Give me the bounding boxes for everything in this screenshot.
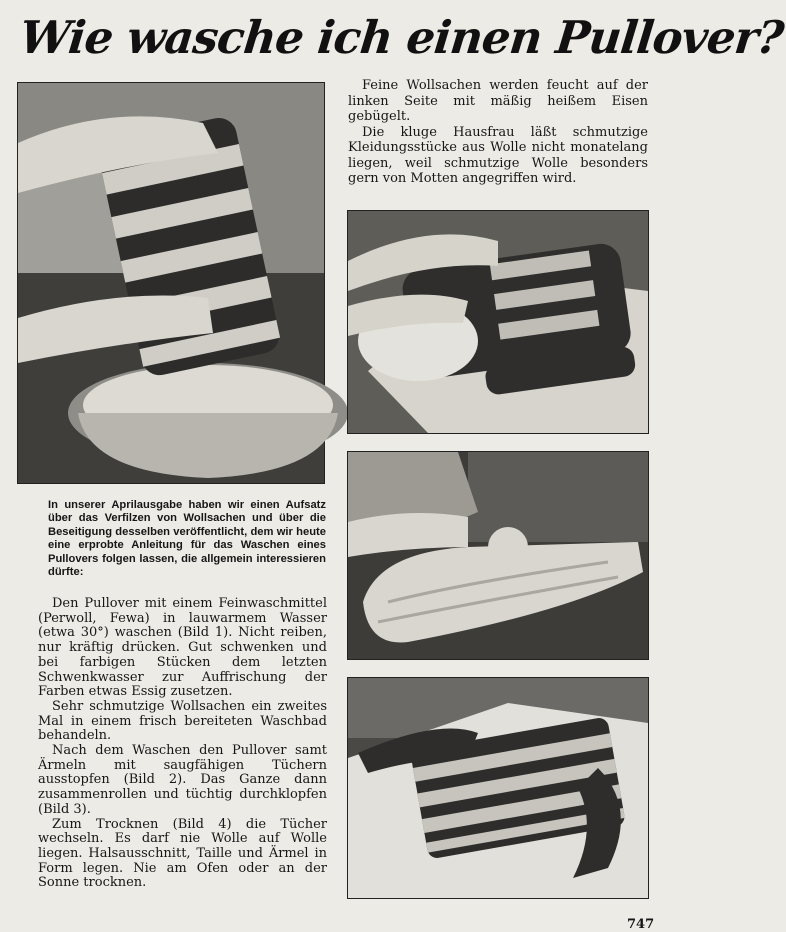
paragraph: Feine Wollsachen werden feucht auf der linken Seite mit mäßig heißem Eisen gebügelt. [348,78,648,124]
page-title: Wie wasche ich einen Pullover? [17,11,786,64]
paragraph: Sehr schmutzige Wollsachen ein zweites Mal in einem frisch bereiteten Waschbad behandeln. [38,698,327,744]
photo-washing-pullover [17,82,325,484]
photo-stuffing-pullover [347,210,649,434]
paragraph: Den Pullover mit einem Feinwaschmittel (Perwoll, Fewa) in lauwarmem Wasser (etwa 30°) waschen (Bild 1). Nicht reiben, nur kräftig drücken. Gut schwenken und bei farbigen Stücken dem letzten Schwenkwasser zur Auffrischung der Farben etwas Essig zusetzen. [38,596,327,700]
page-number: 747 [627,917,655,932]
photo-rolling-pullover [347,451,649,660]
paragraph: Zum Trocknen (Bild 4) die Tücher wechseln. Es darf nie Wolle auf Wolle liegen. Halsausschnitt, Taille und Ärmel in Form legen. Nie am Ofen oder an der Sonne trocknen. [38,816,327,891]
intro-caption: In unserer Aprilausgabe haben wir einen Aufsatz über das Verfilzen von Wollsachen und über die Beseitigung desselben veröffentlicht, dem wir heute eine erprobte Anleitung für das Waschen eines Pullovers folgen lassen, die allgemein interessieren dürfte: [48,499,326,579]
paragraph: Nach dem Waschen den Pullover samt Ärmeln mit saugfähigen Tüchern ausstopfen (Bild 2). Das Ganze dann zusammenrollen und tüchtig durchklopfen (Bild 3). [38,743,327,817]
right-column-text [348,78,648,187]
paragraph: Die kluge Hausfrau läßt schmutzige Kleidungsstücke aus Wolle nicht monatelang liegen, weil schmutzige Wolle besonders gern von Motten angegriffen wird. [348,124,648,186]
photo-drying-pullover [347,677,649,899]
body-text [38,597,327,891]
